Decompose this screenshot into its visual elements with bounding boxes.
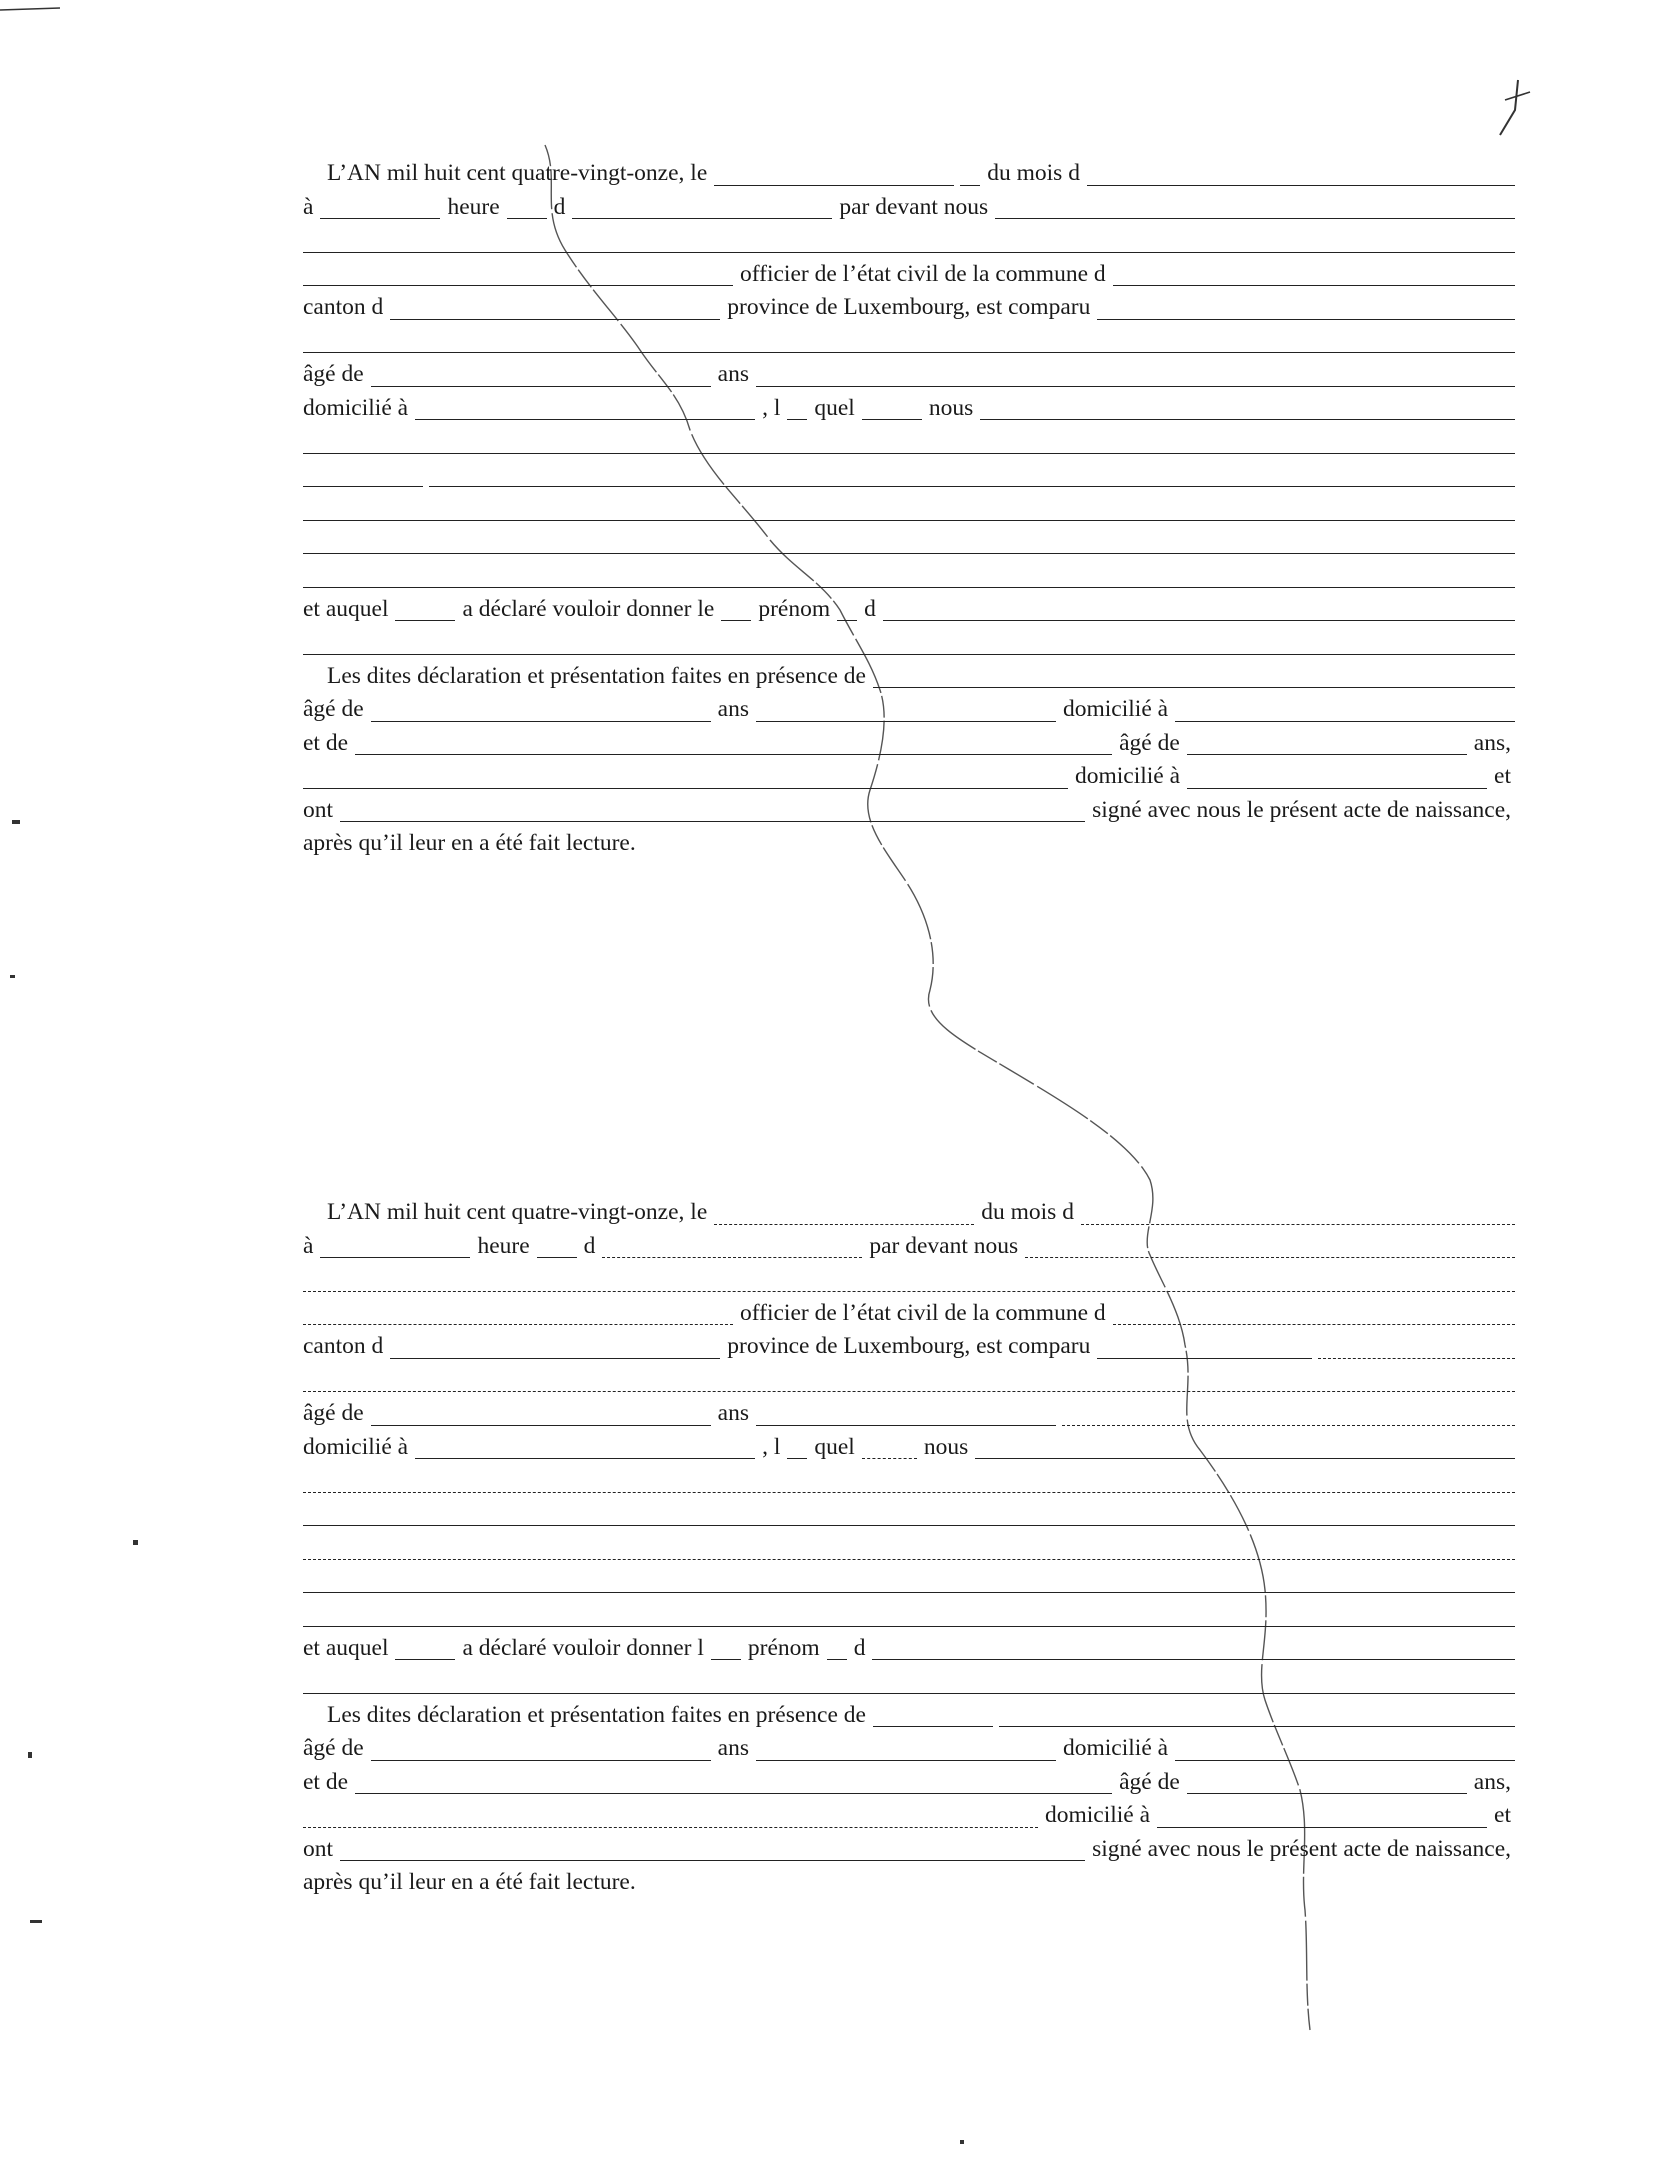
form-text: ans [717, 696, 749, 722]
form-text: âgé de [303, 361, 364, 387]
form-text: ans [717, 1400, 749, 1426]
form-line [303, 1832, 1515, 1866]
form-text: prénom [758, 595, 831, 622]
form-line [303, 558, 1515, 592]
witness-2-age-field[interactable] [1187, 1769, 1467, 1794]
form-text: d [583, 1232, 596, 1259]
declarant-field[interactable] [1097, 295, 1515, 320]
witness-1-domicile-field[interactable] [1175, 1736, 1515, 1761]
blank-field[interactable] [827, 1635, 847, 1660]
blank-line[interactable] [303, 1501, 1515, 1526]
blank-line[interactable] [303, 496, 1515, 521]
given-names-field[interactable] [883, 596, 1515, 621]
witness-2-age-field[interactable] [1187, 730, 1467, 755]
blank-field[interactable] [395, 596, 455, 621]
canton-field[interactable] [390, 295, 720, 320]
form-text: nous [923, 1433, 969, 1460]
form-line [303, 458, 1515, 492]
form-text: d [853, 1634, 866, 1661]
blank-field[interactable] [787, 1434, 807, 1459]
form-line [303, 1798, 1515, 1832]
form-text: ont [303, 796, 334, 823]
form-line [303, 156, 1515, 190]
blank-field[interactable] [721, 596, 751, 621]
form-line [303, 357, 1515, 391]
blank-line[interactable] [303, 630, 1515, 655]
blank-field[interactable] [999, 1702, 1515, 1727]
witness-2-profession-field[interactable] [303, 1803, 1038, 1828]
presentation-field[interactable] [975, 1434, 1515, 1459]
form-text: Les dites déclaration et présentation faites en présence de [327, 1701, 866, 1728]
blank-line[interactable] [303, 1669, 1515, 1694]
blank-field[interactable] [787, 395, 807, 420]
blank-field[interactable] [507, 194, 547, 219]
form-line [303, 1698, 1515, 1732]
blank-field[interactable] [537, 1233, 577, 1258]
officer-field[interactable] [995, 194, 1515, 219]
form-text: ans, [1473, 1768, 1511, 1795]
blank-line[interactable] [303, 529, 1515, 554]
form-line [303, 1363, 1515, 1397]
age-field[interactable] [371, 362, 711, 387]
form-line [303, 1396, 1515, 1430]
form-line [303, 1497, 1515, 1531]
form-text: à [303, 1232, 314, 1259]
form-text: signé avec nous le présent acte de naissance, [1092, 796, 1511, 823]
form-text: , l [762, 394, 781, 421]
form-text: âgé de [1119, 1768, 1180, 1795]
blank-line[interactable] [429, 462, 1515, 487]
form-line [303, 1765, 1515, 1799]
form-text: quel [814, 1433, 855, 1460]
witness-1-age-field[interactable] [371, 1736, 711, 1761]
blank-line[interactable] [303, 1568, 1515, 1593]
blank-field[interactable] [395, 1635, 455, 1660]
scan-speck [28, 1752, 32, 1758]
form-text: prénom [747, 1634, 820, 1661]
form-line [303, 692, 1515, 726]
form-text: domicilié à [303, 1433, 409, 1460]
officer-name-field[interactable] [303, 1300, 733, 1325]
form-line [303, 1329, 1515, 1363]
form-text: âgé de [303, 696, 364, 722]
signature-status-field[interactable] [340, 1836, 1085, 1861]
form-text: domicilié à [1074, 763, 1181, 789]
form-text: , l [762, 1433, 781, 1460]
form-line [303, 525, 1515, 559]
witness-2-domicile-field[interactable] [1157, 1803, 1487, 1828]
age-field[interactable] [371, 1401, 711, 1426]
form-line [303, 1296, 1515, 1330]
form-text: canton d [303, 1333, 384, 1359]
form-line [303, 1530, 1515, 1564]
witness-2-field[interactable] [355, 730, 1112, 755]
form-text: L’AN mil huit cent quatre-vingt-onze, le [327, 160, 708, 186]
form-text: canton d [303, 294, 384, 320]
form-line [303, 1865, 1515, 1899]
month-field[interactable] [1087, 161, 1515, 186]
form-line [303, 793, 1515, 827]
form-text: à [303, 193, 314, 220]
profession-field[interactable] [756, 1401, 1056, 1426]
form-text: L’AN mil huit cent quatre-vingt-onze, le [327, 1199, 708, 1225]
hour-field[interactable] [320, 1233, 470, 1258]
blank-line[interactable] [303, 228, 1515, 253]
form-line [303, 1631, 1515, 1665]
blank-field[interactable] [1062, 1401, 1515, 1426]
form-text: après qu’il leur en a été fait lecture. [303, 830, 636, 856]
blank-line[interactable] [303, 1535, 1515, 1560]
blank-line[interactable] [303, 1468, 1515, 1493]
blank-field[interactable] [960, 161, 980, 186]
form-text: nous [928, 394, 974, 421]
form-text: officier de l’état civil de la commune d [740, 1299, 1106, 1326]
domicile-field[interactable] [415, 1434, 755, 1459]
form-line [303, 759, 1515, 793]
form-text: par devant nous [839, 193, 989, 220]
witness-1-age-field[interactable] [371, 697, 711, 722]
form-text: quel [814, 394, 855, 421]
form-text: du mois d [981, 1199, 1074, 1225]
witness-2-profession-field[interactable] [303, 764, 1068, 789]
period-field[interactable] [602, 1233, 862, 1258]
form-text: heure [447, 193, 500, 220]
form-text: âgé de [1119, 729, 1180, 756]
form-line [303, 391, 1515, 425]
form-line [303, 324, 1515, 358]
blank-line[interactable] [303, 429, 1515, 454]
form-text: du mois d [987, 160, 1080, 186]
witness-2-field[interactable] [355, 1769, 1112, 1794]
form-text: domicilié à [1063, 1735, 1169, 1761]
signature-status-field[interactable] [340, 797, 1085, 822]
form-text: domicilié à [1063, 696, 1169, 722]
form-line [303, 1664, 1515, 1698]
form-text: et de [303, 729, 349, 756]
form-text: province de Luxembourg, est comparu [727, 1333, 1091, 1359]
form-text: a déclaré vouloir donner le [462, 595, 715, 622]
scan-speck [12, 820, 20, 824]
blank-field[interactable] [711, 1635, 741, 1660]
blank-field[interactable] [862, 395, 922, 420]
form-text: d [864, 595, 876, 622]
form-line [303, 1430, 1515, 1464]
blank-line[interactable] [303, 1602, 1515, 1627]
form-text: âgé de [303, 1400, 364, 1426]
form-line [303, 424, 1515, 458]
form-line [303, 190, 1515, 224]
blank-field[interactable] [1318, 1334, 1515, 1359]
form-line [303, 257, 1515, 291]
blank-field[interactable] [837, 596, 857, 621]
form-line [303, 726, 1515, 760]
form-line [303, 1195, 1515, 1229]
witness-1-field[interactable] [873, 1702, 993, 1727]
commune-field[interactable] [1113, 261, 1515, 286]
form-text: signé avec nous le présent acte de naissance, [1092, 1835, 1511, 1862]
hour-field[interactable] [320, 194, 440, 219]
form-text: et [1494, 1802, 1511, 1828]
form-text: et auquel [303, 1634, 389, 1661]
form-text: après qu’il leur en a été fait lecture. [303, 1869, 636, 1895]
period-field[interactable] [572, 194, 832, 219]
form-line [303, 290, 1515, 324]
form-line [303, 826, 1515, 860]
day-field[interactable] [714, 1200, 974, 1225]
blank-line[interactable] [303, 563, 1515, 588]
form-text: domicilié à [1044, 1802, 1151, 1828]
form-text: d [553, 193, 566, 220]
form-text: et [1494, 763, 1511, 789]
blank-line[interactable] [303, 1267, 1515, 1292]
form-line [303, 659, 1515, 693]
form-line [303, 491, 1515, 525]
scan-speck [30, 1920, 42, 1923]
commune-field[interactable] [1113, 1300, 1515, 1325]
witness-1-field[interactable] [873, 663, 1515, 688]
profession-field[interactable] [756, 362, 1515, 387]
form-text: ans [717, 361, 749, 387]
blank-line[interactable] [303, 462, 423, 487]
witness-1-domicile-field[interactable] [1175, 697, 1515, 722]
witness-1-profession-field[interactable] [756, 697, 1056, 722]
form-line [303, 223, 1515, 257]
canton-field[interactable] [390, 1334, 720, 1359]
form-text: ans, [1473, 729, 1511, 756]
form-text: âgé de [303, 1735, 364, 1761]
scan-speck [133, 1540, 138, 1545]
form-text: ans [717, 1735, 749, 1761]
form-line [303, 592, 1515, 626]
form-line [303, 1229, 1515, 1263]
form-line [303, 625, 1515, 659]
form-line [303, 1731, 1515, 1765]
month-field[interactable] [1081, 1200, 1515, 1225]
form-text: heure [477, 1232, 530, 1259]
form-text: et auquel [303, 595, 389, 622]
blank-field[interactable] [862, 1434, 917, 1459]
given-names-field[interactable] [872, 1635, 1515, 1660]
declarant-field[interactable] [1097, 1334, 1312, 1359]
scan-speck [10, 975, 15, 978]
domicile-field[interactable] [415, 395, 755, 420]
scan-speck [960, 2140, 964, 2144]
officer-name-field[interactable] [303, 261, 733, 286]
form-text: Les dites déclaration et présentation faites en présence de [327, 662, 866, 689]
blank-line[interactable] [303, 1367, 1515, 1392]
witness-2-domicile-field[interactable] [1187, 764, 1487, 789]
form-text: officier de l’état civil de la commune d [740, 260, 1106, 287]
form-line [303, 1564, 1515, 1598]
birth-record-form-2 [303, 1195, 1515, 1899]
form-text: province de Luxembourg, est comparu [727, 294, 1091, 320]
form-text: et de [303, 1768, 349, 1795]
form-text: a déclaré vouloir donner l [462, 1634, 704, 1661]
form-text: ont [303, 1835, 334, 1862]
form-text: domicilié à [303, 394, 409, 421]
form-text: par devant nous [869, 1232, 1019, 1259]
birth-record-form-1 [303, 156, 1515, 860]
presentation-field[interactable] [980, 395, 1515, 420]
blank-line[interactable] [303, 328, 1515, 353]
form-line [303, 1463, 1515, 1497]
witness-1-profession-field[interactable] [756, 1736, 1056, 1761]
officer-field[interactable] [1025, 1233, 1515, 1258]
day-field[interactable] [714, 161, 954, 186]
form-line [303, 1597, 1515, 1631]
form-line [303, 1262, 1515, 1296]
